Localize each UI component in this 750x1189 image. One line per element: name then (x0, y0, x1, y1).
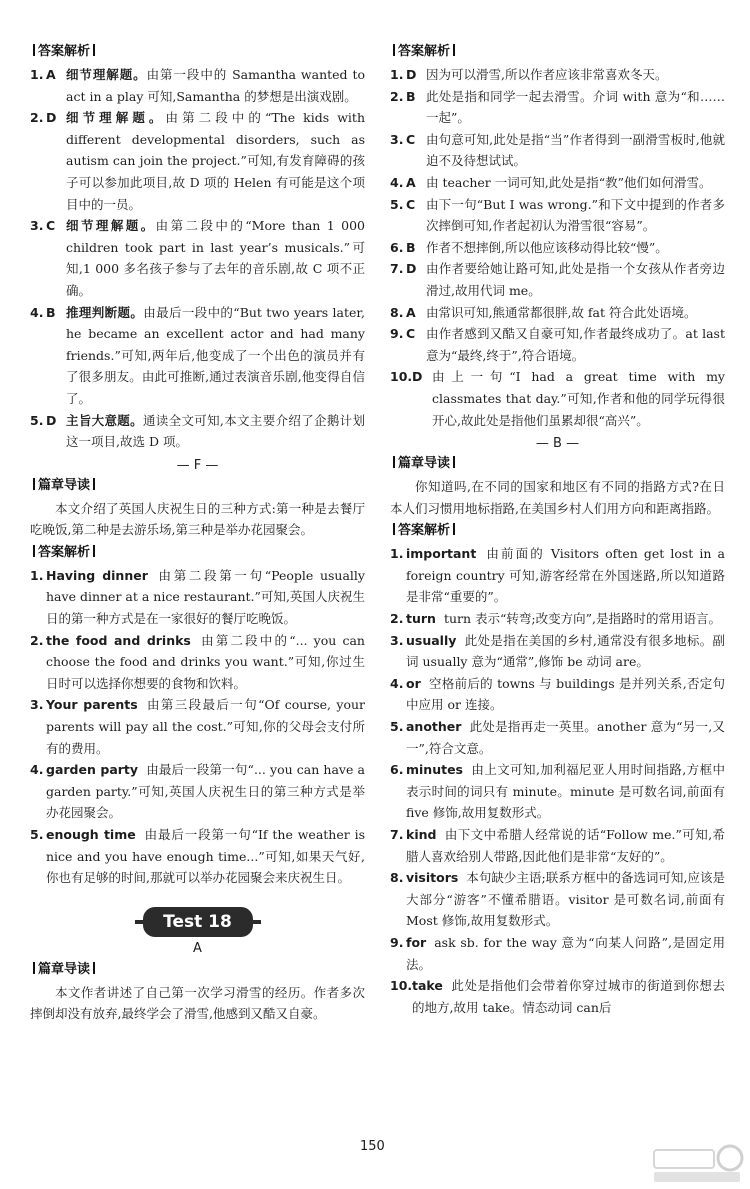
explanation (46, 630, 365, 695)
answer-item (30, 302, 365, 410)
answer-item (390, 258, 725, 301)
section-divider: — B — (535, 436, 580, 452)
explanation-text: 因为可以滑雪,所以作者应该非常喜欢冬天。 (426, 67, 668, 82)
item-number: 3. (390, 632, 404, 648)
item-number: 4. (390, 174, 404, 190)
item-number: 3. (30, 218, 44, 234)
answer-item (30, 565, 365, 630)
explanation-text: 由作者感到又酷又自豪可知,作者最终成功了。at last 意为“最终,终于”,符合语境。 (426, 326, 725, 363)
answer-word: Having dinner (46, 567, 148, 583)
answer-letter: D (46, 412, 57, 428)
item-number: 9. (390, 326, 404, 342)
answer-letter: C (406, 326, 416, 342)
explanation-text: 由第二段第一句“People usually have dinner at a nice restaurant.”可知,英国人庆祝生日的第一种方式是在一家很好的餐厅吃晚饭。 (46, 567, 365, 627)
explanation-text: 由前面的 Visitors often get lost in a foreign country 可知,游客经常在外国迷路,所以知道路是非常“重要的”。 (406, 546, 725, 605)
item-number: 8. (390, 304, 404, 320)
item-number: 6. (390, 762, 404, 778)
section-heading: 篇章导读 (30, 960, 365, 980)
explanation (406, 932, 725, 975)
answer-item (390, 86, 725, 129)
explanation-text: 由第三段最后一句“Of course, your parents will pay all the cost.”可知,你的父母会支付所有的费用。 (46, 697, 366, 756)
explanation-text: turn 表示“转弯;改变方向”,是指路时的常用语言。 (443, 611, 721, 627)
answer-item (390, 716, 725, 759)
item-number: 1. (30, 67, 44, 82)
explanation-text: 由 teacher 一词可知,此处是指“教”他们如何滑雪。 (426, 174, 712, 190)
item-number: 9. (390, 934, 404, 950)
answer-letter: B (406, 239, 416, 255)
item-number: 3. (390, 131, 404, 147)
item-number: 2. (390, 611, 404, 627)
question-type: 主旨大意题。 (66, 412, 143, 428)
explanation (46, 759, 365, 824)
question-type: 细节理解题。 (66, 218, 156, 234)
answer-item (390, 323, 725, 366)
explanation (406, 673, 725, 716)
answer-item (30, 215, 365, 301)
watermark-logo (650, 1142, 746, 1184)
explanation-text: 由上一句“I had a great time with my classmates that day.”可知,作者和他的同学玩得很开心,故此处是指他们虽累却很“高兴”。 (432, 369, 725, 428)
answer-item (30, 630, 365, 695)
answer-word: important (406, 546, 477, 562)
item-number: 7. (390, 261, 404, 277)
explanation-text: 由下文中希腊人经常说的话“Follow me.”可知,希腊人喜欢给别人带路,因此他们是非常“友好的”。 (406, 827, 725, 864)
answer-letter: D (46, 110, 57, 126)
answer-item (390, 824, 725, 867)
explanation (66, 302, 365, 410)
answer-letter: C (46, 218, 56, 234)
answer-item (390, 975, 725, 1018)
answer-item (390, 932, 725, 975)
explanation (406, 759, 725, 824)
answer-word: take (412, 978, 443, 994)
section-heading: 篇章导读 (390, 454, 725, 474)
answer-item (390, 64, 725, 86)
explanation-text: 由第二段中的“... you can choose the food and drinks you want.”可知,你过生日时可以选择你想要的食物和饮料。 (46, 632, 365, 691)
explanation-text: 此处是指和同学一起去滑雪。介词 with 意为“和……一起”。 (426, 88, 725, 126)
answer-item (30, 759, 365, 824)
explanation (426, 86, 725, 129)
answer-list (30, 565, 365, 889)
answer-item (390, 302, 725, 324)
explanation-text: 本句缺少主语;联系方框中的备选词可知,应该是大部分“游客”不懂希腊语。visitor 是可数名词,前面有 Most 修饰,故用复数形式。 (406, 870, 725, 929)
item-number: 1. (390, 67, 404, 82)
explanation-text: 由第一段中的 Samantha wanted to act in a play 可知,Samantha 的梦想是出演戏剧。 (66, 67, 365, 104)
item-number: 7. (390, 827, 404, 842)
explanation (406, 716, 725, 759)
answer-letter: C (406, 196, 416, 212)
item-number: 5. (390, 719, 404, 735)
explanation-text: 由句意可知,此处是指“当”作者得到一副滑雪板时,他就迫不及待想试试。 (426, 131, 725, 169)
item-number: 6. (390, 239, 404, 255)
explanation (406, 543, 725, 608)
answer-word: enough time (46, 827, 136, 842)
explanation-text: 此处是指在美国的乡村,通常没有很多地标。副词 usually 意为“通常”,修饰 be 动词 are。 (406, 632, 725, 670)
question-type: 细节理解题。 (66, 110, 166, 126)
page-number: 150 (360, 1139, 385, 1154)
right-column (390, 40, 725, 1018)
item-number: 8. (390, 870, 404, 886)
answer-item (30, 64, 365, 107)
explanation-text: 由最后一段中的“But two years later, he became an excellent actor and had many friends.”可知,两年后,他变成了一个出色的演员并有了很多朋友。由此可推断,通过表演音乐剧,他变得自信了。 (66, 304, 365, 406)
explanation-text: 由作者要给她让路可知,此处是指一个女孩从作者旁边滑过,故用代词 me。 (426, 261, 725, 298)
answer-item (390, 194, 725, 237)
answer-word: visitors (406, 870, 459, 886)
answer-word: or (406, 675, 421, 691)
explanation-text: 由第二段中的“More than 1 000 children took part in last year’s musicals.”可知,1 000 多名孩子参与了去年的音乐剧,故 C 项不正确。 (66, 218, 365, 298)
answer-letter: D (406, 261, 417, 277)
answer-item (390, 630, 725, 673)
explanation-text: 由上文可知,加利福尼亚人用时间指路,方框中表示时间的词只有 minute。minute 是可数名词,前面有 five 修饰,故用复数形式。 (406, 762, 725, 821)
section-divider: — F — (176, 457, 219, 473)
question-type: 细节理解题。 (66, 67, 147, 82)
answer-item (390, 172, 725, 194)
item-number: 5. (30, 412, 44, 428)
explanation (412, 975, 725, 1018)
answer-letter: B (406, 88, 416, 104)
answer-list (390, 64, 725, 431)
explanation (66, 107, 365, 215)
explanation (432, 366, 725, 431)
explanation (426, 237, 725, 259)
explanation (426, 323, 725, 366)
intro-paragraph: 你知道吗,在不同的国家和地区有不同的指路方式?在日本人们习惯用地标指路,在美国乡村人们用方向和距离指路。 (390, 479, 725, 516)
answer-letter: C (406, 131, 416, 147)
answer-item (390, 129, 725, 172)
answer-word: Your parents (46, 697, 138, 713)
explanation (426, 258, 725, 301)
explanation (426, 172, 725, 194)
explanation (426, 194, 725, 237)
explanation (406, 630, 725, 673)
explanation-text: 由第二段中的“The kids with different developmental disorders, such as autism can join the project.”可知,有发育障碍的孩子可以参加此项目,故 D 项的 Helen 有可能是这个项目中的一员。 (66, 110, 365, 212)
item-number: 4. (390, 675, 404, 691)
answer-item (30, 824, 365, 889)
explanation-text: 由常识可知,熊通常都很胖,故 fat 符合此处语境。 (426, 304, 697, 320)
item-number: 2. (30, 632, 44, 648)
answer-word: for (406, 934, 427, 950)
answer-word: the food and drinks (46, 632, 191, 648)
explanation-text: 此处是指再走一英里。another 意为“另一,又一”,符合文意。 (406, 719, 725, 756)
test-badge: Test 18 (143, 907, 253, 937)
section-heading: 答案解析 (390, 521, 725, 541)
answer-item (30, 694, 365, 759)
watermark-icon (650, 1142, 746, 1184)
answer-item (390, 759, 725, 824)
explanation (46, 565, 365, 630)
intro-paragraph: 本文作者讲述了自己第一次学习滑雪的经历。作者多次摔倒却没有放弃,最终学会了滑雪,他感到又酷又自豪。 (30, 984, 365, 1022)
answer-letter: A (406, 304, 416, 320)
item-number: 10. (390, 978, 413, 994)
answer-letter: B (46, 304, 56, 320)
answer-item (390, 366, 725, 431)
explanation-text: 由最后一段第一句“If the weather is nice and you have enough time...”可知,如果天气好,你也有足够的时间,那就可以举办花园聚会来庆祝生日。 (46, 827, 365, 886)
answer-word: kind (406, 827, 437, 842)
item-number: 4. (30, 762, 44, 778)
answer-word: usually (406, 632, 457, 648)
answer-letter: A (406, 174, 416, 190)
answer-item (390, 543, 725, 608)
section-heading: 答案解析 (30, 543, 365, 563)
item-number: 2. (30, 110, 44, 126)
answer-word: another (406, 719, 462, 735)
explanation (406, 608, 725, 630)
answer-word: garden party (46, 762, 139, 778)
explanation-text: 空格前后的 towns 与 buildings 是并列关系,否定句中应用 or 连接。 (406, 675, 725, 713)
item-number: 1. (30, 567, 44, 583)
section-heading: 答案解析 (390, 42, 725, 62)
item-number: 4. (30, 304, 44, 320)
answer-item (30, 410, 365, 453)
explanation-text: ask sb. for the way 意为“向某人问路”,是固定用法。 (406, 934, 725, 972)
item-number: 5. (30, 827, 44, 842)
explanation (406, 867, 725, 932)
explanation-text: 作者不想摔倒,所以他应该移动得比较“慢”。 (426, 239, 668, 255)
section-heading: 篇章导读 (30, 476, 365, 496)
answer-letter: A (46, 67, 56, 82)
answer-item (390, 673, 725, 716)
answer-item (390, 237, 725, 259)
explanation (66, 215, 365, 301)
answer-word: minutes (406, 762, 464, 778)
explanation (46, 824, 365, 889)
item-number: 2. (390, 88, 404, 104)
intro-paragraph: 本文介绍了英国人庆祝生日的三种方式:第一种是去餐厅吃晚饭,第二种是去游乐场,第三种是举办花园聚会。 (30, 500, 365, 538)
answer-list (390, 543, 725, 1018)
explanation-text: 由最后一段第一句“... you can have a garden party.”可知,英国人庆祝生日的第三种方式是举办花园聚会。 (46, 762, 365, 821)
explanation (426, 302, 725, 324)
left-column (30, 40, 365, 1025)
explanation (426, 64, 725, 86)
section-heading: 答案解析 (30, 42, 365, 62)
explanation (406, 824, 725, 867)
explanation (66, 410, 365, 453)
answer-item (30, 107, 365, 215)
item-number: 5. (390, 196, 404, 212)
item-number: 10. (390, 369, 413, 385)
explanation-text: 通读全文可知,本文主要介绍了企鹅计划这一项目,故选 D 项。 (66, 412, 365, 450)
explanation (426, 129, 725, 172)
explanation (66, 64, 365, 107)
explanation (46, 694, 365, 759)
answer-letter: D (406, 67, 417, 82)
answer-item (390, 867, 725, 932)
section-letter: A (193, 940, 202, 956)
answer-word: turn (406, 611, 436, 627)
answer-list (30, 64, 365, 453)
item-number: 3. (30, 697, 44, 713)
item-number: 1. (390, 546, 404, 562)
explanation-text: 由下一句“But I was wrong.”和下文中提到的作者多次摔倒可知,作者起初认为滑雪很“容易”。 (426, 196, 725, 234)
question-type: 推理判断题。 (66, 304, 144, 320)
answer-letter: D (412, 369, 423, 385)
explanation-text: 此处是指他们会带着你穿过城市的街道到你想去的地方,故用 take。情态动词 can后 (412, 978, 725, 1015)
answer-item (390, 608, 725, 630)
